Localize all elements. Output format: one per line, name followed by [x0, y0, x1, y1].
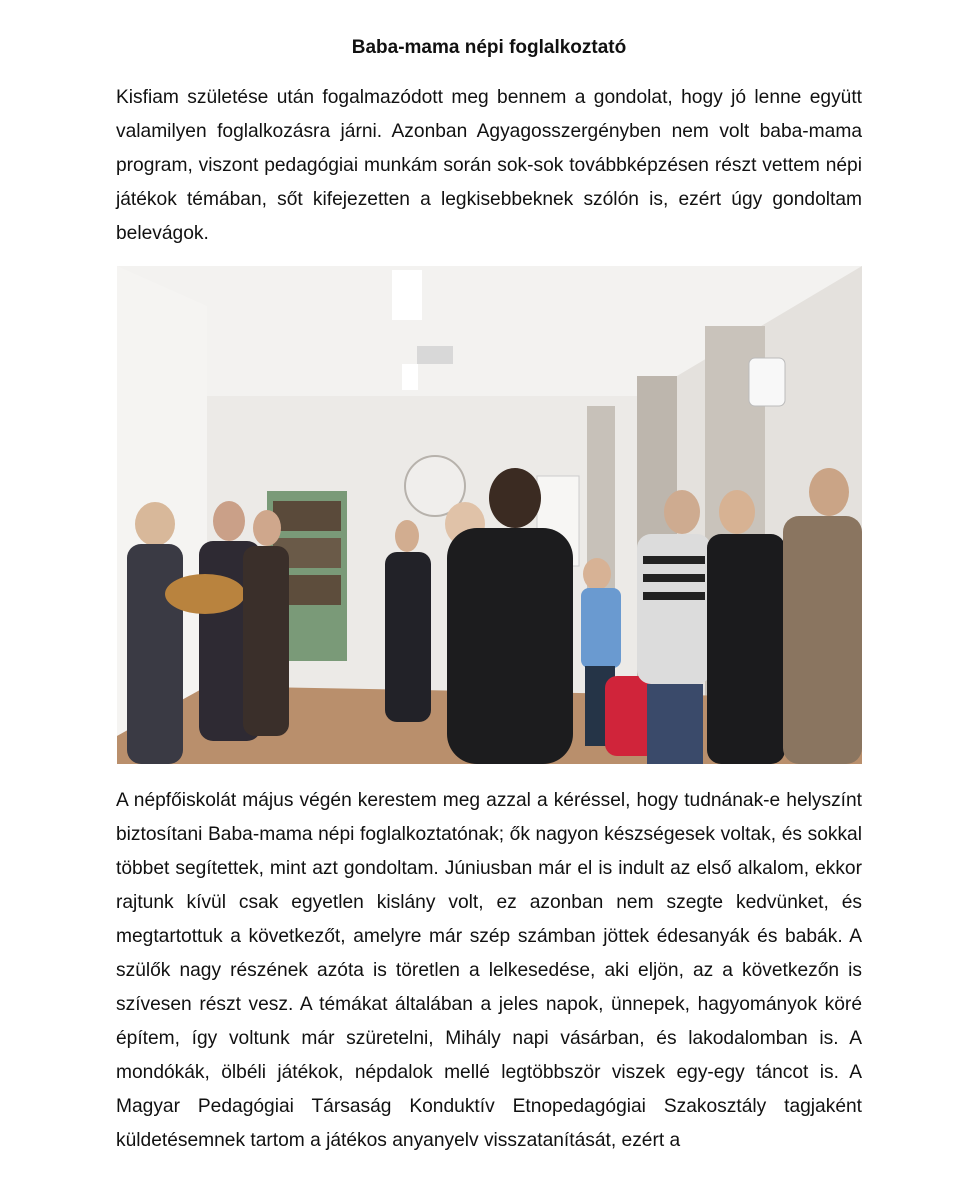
ceiling-light — [402, 364, 418, 390]
lute — [165, 574, 245, 614]
person — [253, 510, 281, 546]
person — [809, 468, 849, 516]
person — [664, 490, 700, 534]
paragraph-intro: Kisfiam születése után fogalmazódott meg bennem a gondolat, hogy jó lenne együtt valamilyen foglalkozásra járni. Azonban Agyagosszergényben nem volt baba-mama program, viszont pedagógiai munkám során sok-sok továbbképzésen részt vettem népi játékok témában, sőt kifejezetten a legkisebbeknek szólón is, ezért úgy gondoltam belevágok. — [116, 87, 862, 244]
event-photo — [117, 266, 862, 764]
projector — [417, 346, 453, 364]
person — [489, 468, 541, 528]
person — [395, 520, 419, 552]
person — [213, 501, 245, 541]
speaker — [749, 358, 785, 406]
paragraph-main: A népfőiskolát május végén kerestem meg azzal a kéréssel, hogy tudnának-e helyszínt biztosítani Baba-mama népi foglalkoztatónak; ők nagyon készségesek voltak, és sokkal többet segítettek, mint azt gondoltam. Júniusban már el is indult az első alkalom, ekkor rajtunk kívül csak egyetlen kislány volt, ez azonban nem szegte kedvünket, és megtartottuk a következőt, amelyre már szép számban jöttek édesanyák és babák. A szülők nagy részének azóta is töretlen a lelkesedése, aki eljön, az a következőn is szívesen részt vesz. A témákat általában a jeles napok, ünnepek, hagyományok köré építem, így voltunk már szüretelni, Mihály napi vásárban, és lakodalomban is. A mondókák, ölbéli játékok, népdalok mellé legtöbbször viszek egy-egy táncot is. A Magyar Pedagógiai Társaság Konduktív Etnopedagógiai Szakosztály tagjaként küldetésemnek tartom a játékos anyanyelv visszatanítását, ezért a — [116, 790, 862, 1151]
page-title: Baba-mama népi foglalkoztató — [351, 37, 627, 58]
person — [135, 502, 175, 546]
person — [719, 490, 755, 534]
ceiling-light — [392, 270, 422, 320]
child — [583, 558, 611, 590]
